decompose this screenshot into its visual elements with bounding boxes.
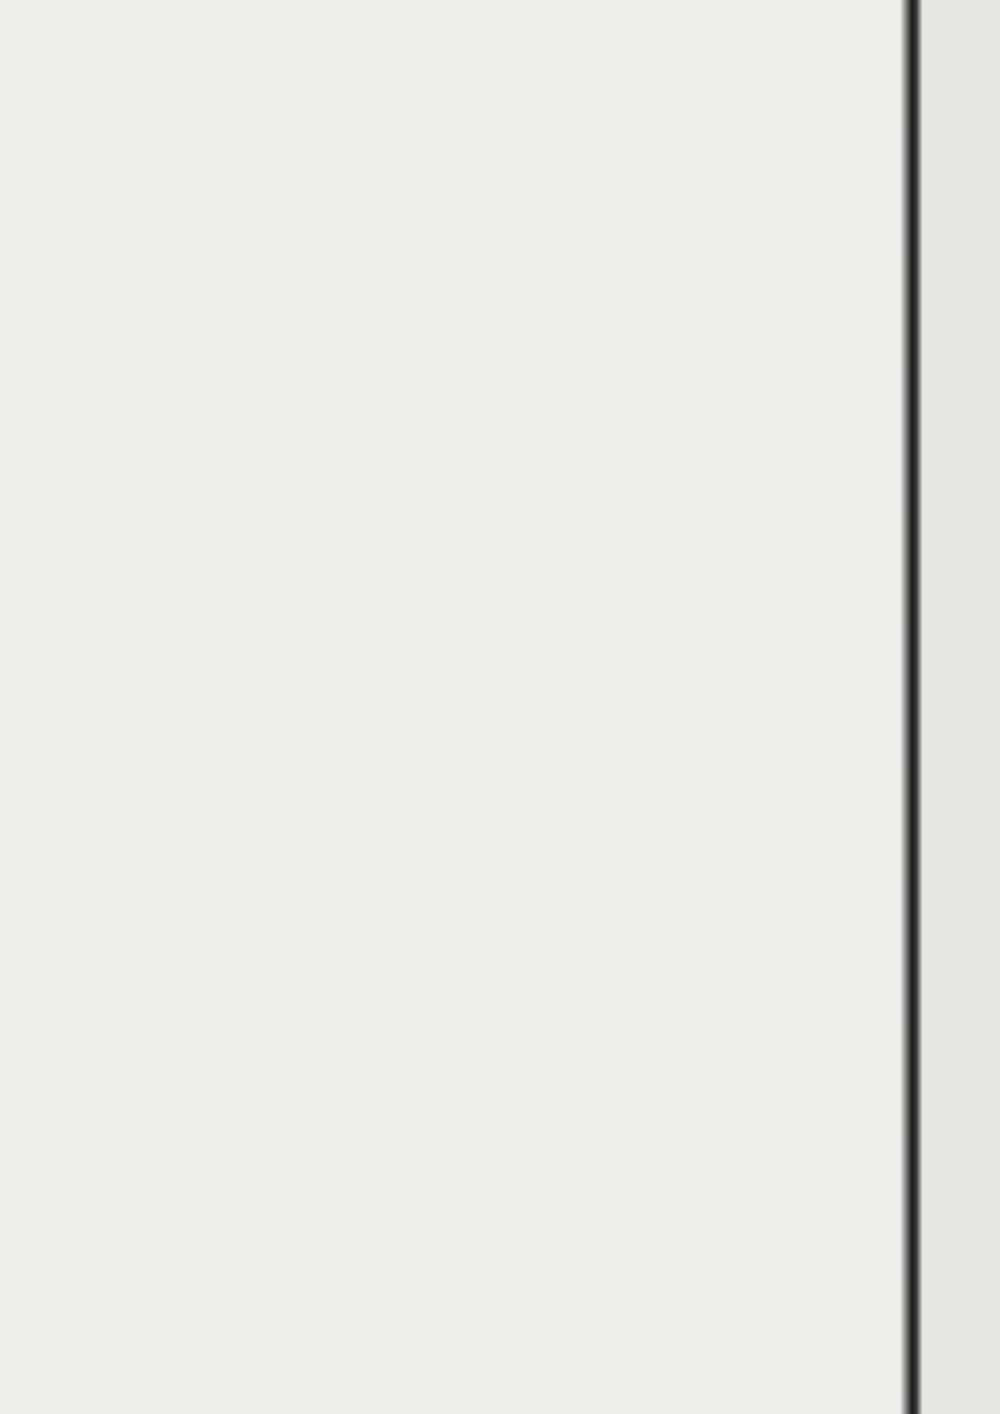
- book-gutter: [900, 0, 922, 1414]
- right-page-fragment: [922, 0, 1000, 1414]
